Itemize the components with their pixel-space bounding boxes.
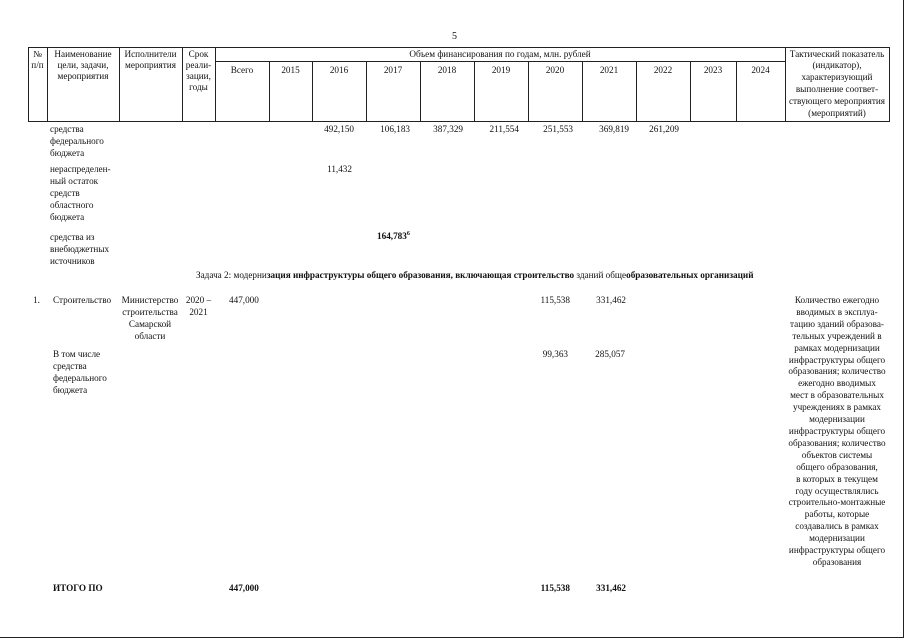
row-1-term-1: 2020 –	[185, 295, 212, 305]
indicator-line: создавались в рамках	[795, 521, 879, 532]
row-1-exec-1: Министерство	[121, 295, 179, 305]
page-number: 5	[452, 31, 457, 42]
footnote-ref: 6	[406, 231, 410, 237]
header-total: Всего	[230, 65, 254, 75]
header-year-2022: 2022	[653, 65, 673, 75]
row-fed-label-3: бюджета	[50, 148, 85, 158]
header-name-1: Наименование	[54, 49, 112, 59]
row-1fed-2021: 285,057	[595, 349, 625, 359]
row-fed-2016: 492,150	[324, 124, 354, 134]
indicator-line: объектов системы	[801, 449, 873, 460]
header-exec-2: мероприятия	[125, 60, 176, 70]
row-extra-label-3: источников	[50, 256, 95, 266]
itogo-2020: 115,538	[540, 583, 570, 593]
task-2-text-1: Задача 2: модерни	[196, 270, 267, 280]
col-border	[889, 47, 890, 122]
indicator-line: рамках модернизации	[794, 342, 880, 353]
row-1-num: 1.	[33, 295, 40, 305]
indicator-line: тельных учреждений в	[792, 330, 882, 341]
indicator-line: образования	[812, 556, 862, 567]
indicator-line: вводимых в эксплуа-	[796, 306, 878, 317]
row-fed-2022: 261,209	[649, 124, 679, 134]
header-indicator-4: выполнение соответ-	[795, 84, 879, 94]
row-1-exec-3: Самарской	[128, 319, 172, 329]
indicator-line: общего образования,	[796, 461, 878, 472]
finance-subheader-line	[215, 61, 785, 62]
header-indicator-6: (мероприятий)	[808, 108, 866, 118]
header-year-2019: 2019	[491, 65, 511, 75]
header-num2: п/п	[31, 60, 44, 70]
indicator-text	[785, 295, 889, 569]
task-2-text-4: образовательных организаций	[626, 270, 754, 280]
row-rest-label-3: средств	[50, 188, 80, 198]
row-extra-label-2: внебюджетных	[50, 244, 110, 254]
row-fed-2017: 106,183	[380, 124, 410, 134]
header-year-2021: 2021	[599, 65, 619, 75]
row-1-exec-4: области	[134, 331, 166, 341]
row-fed-2018: 387,329	[433, 124, 463, 134]
header-year-2023: 2023	[703, 65, 723, 75]
row-1fed-label-1: В том числе	[53, 349, 101, 359]
row-1fed-label-3: федерального	[53, 373, 107, 383]
header-num: №	[33, 49, 42, 59]
header-finance: Объем финансирования по годам, млн. рублей	[409, 49, 591, 59]
row-1fed-label-4: бюджета	[53, 385, 88, 395]
header-term-1: Срок	[188, 49, 209, 59]
row-fed-2020: 251,553	[543, 124, 573, 134]
header-year-2016: 2016	[329, 65, 349, 75]
indicator-line: учреждениях в рамках	[792, 402, 882, 413]
row-extra-2017-value: 164,783	[377, 231, 407, 241]
row-1-2021: 331,462	[596, 295, 626, 305]
header-name-3: мероприятия	[57, 71, 109, 81]
header-year-2020: 2020	[545, 65, 565, 75]
header-year-2015: 2015	[281, 65, 300, 75]
indicator-line: инфраструктуры общего	[788, 354, 886, 365]
indicator-line: модернизации	[809, 414, 865, 425]
header-year-2018: 2018	[437, 65, 457, 75]
header-year-2017: 2017	[383, 65, 403, 75]
indicator-line: в которых в текущем	[796, 473, 878, 484]
task-2-text-3: зданий обще	[574, 270, 627, 280]
indicator-line: инфраструктуры общего	[788, 545, 886, 556]
indicator-line: образования; количество	[788, 366, 886, 377]
row-rest-2016: 11,432	[327, 164, 352, 174]
row-1-total: 447,000	[229, 295, 259, 305]
row-fed-2019: 211,554	[489, 124, 519, 134]
row-1-name: Строительство	[53, 295, 112, 305]
indicator-line: работы, которые	[804, 509, 870, 520]
row-1-2020: 115,538	[540, 295, 570, 305]
table-top-border	[28, 47, 890, 48]
indicator-line: модернизации	[809, 533, 865, 544]
row-rest-label-2: ный остаток	[50, 176, 99, 186]
header-name-2: цели, задачи,	[57, 60, 109, 70]
header-term-3: зации,	[186, 71, 211, 81]
indicator-line: году осуществлялись	[795, 485, 879, 496]
task-2-heading	[196, 270, 754, 282]
indicator-line: ежегодно вводимых	[798, 378, 876, 389]
row-1fed-label-2: средства	[53, 361, 87, 371]
indicator-line: строительно-монтажные	[788, 497, 886, 508]
row-fed-2021: 369,819	[599, 124, 629, 134]
row-rest-label-4: областного	[50, 200, 94, 210]
header-bottom-border	[28, 121, 890, 122]
itogo-2021: 331,462	[596, 583, 626, 593]
indicator-line: инфраструктуры общего	[788, 425, 886, 436]
header-indicator-1: Тактический показатель	[789, 49, 885, 59]
header-term-4: годы	[189, 82, 208, 92]
indicator-line: мест в образовательных	[790, 390, 884, 401]
row-fed-label-2: федерального	[50, 136, 104, 146]
indicator-line: Количество ежегодно	[794, 295, 880, 305]
itogo-label: ИТОГО ПО	[53, 583, 103, 593]
row-extra-2017	[377, 231, 410, 243]
header-indicator-3: характеризующий	[801, 72, 873, 82]
row-1-term-2: 2021	[189, 307, 208, 317]
row-1-exec-2: строительства	[122, 307, 178, 317]
task-2-text-2: зация инфраструктуры общего образования, включающая строительство	[266, 270, 575, 280]
row-rest-label-5: бюджета	[50, 212, 85, 222]
row-1fed-2020: 99,363	[542, 349, 568, 359]
row-fed-label-1: средства	[50, 124, 84, 134]
header-year-2024: 2024	[751, 65, 770, 75]
header-term-2: реали-	[185, 60, 212, 70]
itogo-total: 447,000	[229, 583, 259, 593]
row-rest-label-1: нераспределен-	[50, 164, 111, 174]
row-extra-label-1: средства из	[50, 232, 95, 242]
header-indicator-2: (индикатор),	[812, 60, 862, 70]
indicator-line: тацию зданий образова-	[790, 318, 884, 329]
header-indicator-5: ствующего мероприятия	[788, 96, 886, 106]
header-exec-1: Исполнители	[124, 49, 177, 59]
indicator-line: образования; количество	[788, 437, 886, 448]
